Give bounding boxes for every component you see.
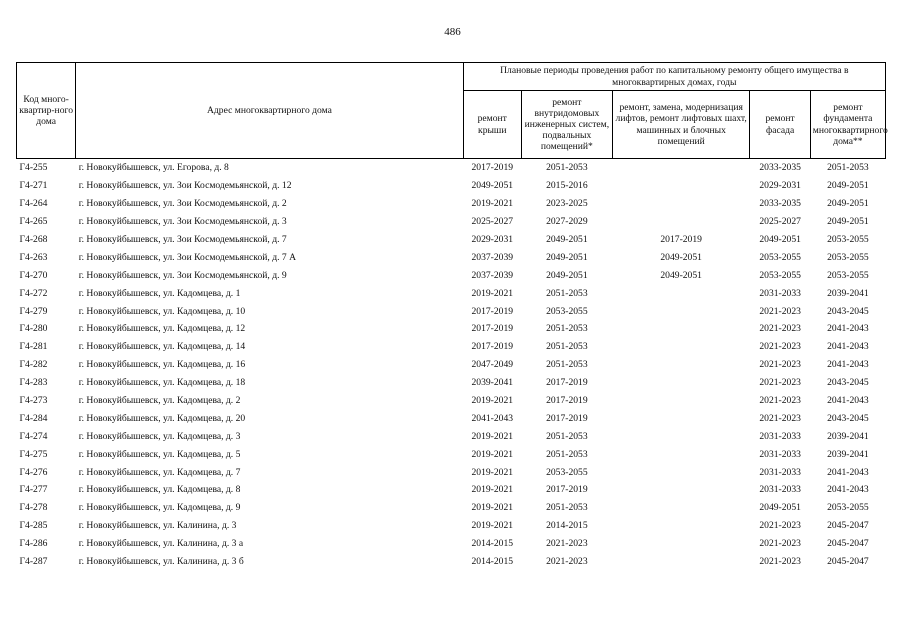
cell-foundation: 2041-2043 <box>827 323 869 335</box>
cell-address: г. Новокуйбышевск, ул. Зои Космодемьянской, д. 12 <box>78 180 292 192</box>
cell-foundation: 2043-2045 <box>827 412 869 424</box>
cell-lifts <box>612 409 750 427</box>
cell-systems: 2051-2053 <box>546 162 588 174</box>
cell-roof: 2017-2019 <box>471 323 514 335</box>
cell-address: г. Новокуйбышевск, ул. Кадомцева, д. 14 <box>78 341 246 353</box>
cell-systems: 2053-2055 <box>546 305 588 317</box>
header-periods: Плановые периоды проведения работ по капитальному ремонту общего имущества в многоквартирных домах, годы <box>463 63 885 91</box>
cell-code: Г4-283 <box>19 377 48 389</box>
cell-facade: 2033-2035 <box>759 162 801 174</box>
cell-systems: 2051-2053 <box>546 430 588 442</box>
cell-address: г. Новокуйбышевск, ул. Кадомцева, д. 3 <box>78 430 241 442</box>
cell-address: г. Новокуйбышевск, ул. Кадомцева, д. 7 <box>78 466 241 478</box>
table-row <box>17 302 886 320</box>
cell-code: Г4-285 <box>19 520 48 532</box>
cell-code: Г4-271 <box>19 180 48 192</box>
cell-address: г. Новокуйбышевск, ул. Кадомцева, д. 20 <box>78 412 246 424</box>
table-row <box>17 356 886 374</box>
header-roof: ремонт крыши <box>463 91 521 159</box>
cell-lifts: 2049-2051 <box>660 269 702 281</box>
cell-lifts <box>612 177 750 195</box>
table-row <box>17 409 886 427</box>
cell-foundation: 2041-2043 <box>827 466 869 478</box>
cell-roof: 2041-2043 <box>471 412 514 424</box>
cell-roof: 2049-2051 <box>471 180 514 192</box>
table-row <box>17 338 886 356</box>
cell-code: Г4-281 <box>19 341 48 353</box>
cell-systems: 2021-2023 <box>546 538 588 550</box>
cell-code: Г4-274 <box>19 430 48 442</box>
cell-roof: 2019-2021 <box>471 502 514 514</box>
cell-address: г. Новокуйбышевск, ул. Кадомцева, д. 1 <box>78 287 241 299</box>
cell-code: Г4-263 <box>19 251 48 263</box>
cell-address: г. Новокуйбышевск, ул. Кадомцева, д. 18 <box>78 377 246 389</box>
cell-systems: 2051-2053 <box>546 341 588 353</box>
table-row <box>17 427 886 445</box>
cell-roof: 2017-2019 <box>471 341 514 353</box>
cell-address: г. Новокуйбышевск, ул. Кадомцева, д. 2 <box>78 395 241 407</box>
repair-schedule-table <box>16 62 886 570</box>
table-row <box>17 231 886 249</box>
cell-facade: 2029-2031 <box>759 180 801 192</box>
cell-address: г. Новокуйбышевск, ул. Калинина, д. 3 б <box>78 556 244 568</box>
cell-lifts <box>612 499 750 517</box>
cell-code: Г4-287 <box>19 556 48 568</box>
cell-code: Г4-277 <box>19 484 48 496</box>
cell-lifts <box>612 445 750 463</box>
cell-systems: 2021-2023 <box>546 556 588 568</box>
cell-systems: 2027-2029 <box>546 216 588 228</box>
cell-foundation: 2053-2055 <box>827 269 869 281</box>
cell-address: г. Новокуйбышевск, ул. Зои Космодемьянской, д. 7 <box>78 234 287 245</box>
table-row <box>17 248 886 266</box>
cell-lifts <box>612 553 750 571</box>
cell-roof: 2019-2021 <box>471 484 514 496</box>
cell-roof: 2014-2015 <box>471 556 514 568</box>
cell-foundation: 2043-2045 <box>827 305 869 317</box>
cell-roof: 2019-2021 <box>471 520 514 532</box>
header-facade: ремонт фасада <box>750 91 810 159</box>
cell-facade: 2031-2033 <box>759 466 801 478</box>
table-row <box>17 284 886 302</box>
cell-systems: 2053-2055 <box>546 466 588 478</box>
cell-code: Г4-286 <box>19 538 48 550</box>
table-row <box>17 213 886 231</box>
cell-foundation: 2041-2043 <box>827 484 869 496</box>
table-row <box>17 499 886 517</box>
cell-code: Г4-275 <box>19 448 48 460</box>
cell-code: Г4-284 <box>19 412 48 424</box>
cell-lifts <box>612 463 750 481</box>
table-row <box>17 320 886 338</box>
cell-address: г. Новокуйбышевск, ул. Кадомцева, д. 16 <box>78 359 246 371</box>
cell-code: Г4-278 <box>19 502 48 514</box>
cell-lifts <box>612 392 750 410</box>
header-lifts: ремонт, замена, модернизация лифтов, ремонт лифтовых шахт, машинных и блочных помещений <box>612 91 750 159</box>
cell-lifts: 2049-2051 <box>660 251 702 263</box>
cell-systems: 2015-2016 <box>546 180 588 192</box>
cell-address: г. Новокуйбышевск, ул. Егорова, д. 8 <box>78 162 229 174</box>
cell-address: г. Новокуйбышевск, ул. Зои Космодемьянской, д. 9 <box>78 269 287 281</box>
cell-systems: 2017-2019 <box>546 377 588 389</box>
cell-lifts: 2017-2019 <box>660 234 702 245</box>
cell-code: Г4-282 <box>19 359 48 371</box>
cell-facade: 2033-2035 <box>759 198 801 210</box>
cell-address: г. Новокуйбышевск, ул. Кадомцева, д. 9 <box>78 502 241 514</box>
cell-systems: 2051-2053 <box>546 323 588 335</box>
cell-facade: 2049-2051 <box>759 234 801 245</box>
cell-facade: 2053-2055 <box>759 251 801 263</box>
table-body <box>17 159 886 571</box>
cell-address: г. Новокуйбышевск, ул. Зои Космодемьянской, д. 7 А <box>78 251 297 263</box>
cell-code: Г4-268 <box>19 234 48 245</box>
cell-facade: 2021-2023 <box>759 538 801 550</box>
cell-facade: 2021-2023 <box>759 377 801 389</box>
cell-roof: 2037-2039 <box>471 269 514 281</box>
cell-code: Г4-265 <box>19 216 48 228</box>
cell-lifts <box>612 535 750 553</box>
cell-facade: 2021-2023 <box>759 412 801 424</box>
cell-lifts <box>612 517 750 535</box>
header-systems: ремонт внутридомовых инженерных систем, подвальных помещений* <box>521 91 612 159</box>
cell-code: Г4-272 <box>19 287 48 299</box>
cell-roof: 2019-2021 <box>471 448 514 460</box>
cell-foundation: 2045-2047 <box>827 556 869 568</box>
cell-facade: 2021-2023 <box>759 323 801 335</box>
cell-facade: 2021-2023 <box>759 341 801 353</box>
cell-foundation: 2045-2047 <box>827 520 869 532</box>
cell-systems: 2051-2053 <box>546 287 588 299</box>
cell-address: г. Новокуйбышевск, ул. Кадомцева, д. 12 <box>78 323 246 335</box>
cell-foundation: 2039-2041 <box>827 448 869 460</box>
cell-address: г. Новокуйбышевск, ул. Кадомцева, д. 10 <box>78 305 246 317</box>
cell-systems: 2051-2053 <box>546 448 588 460</box>
table-row <box>17 445 886 463</box>
table-row <box>17 392 886 410</box>
cell-facade: 2021-2023 <box>759 359 801 371</box>
cell-address: г. Новокуйбышевск, ул. Кадомцева, д. 5 <box>78 448 241 460</box>
cell-roof: 2025-2027 <box>471 216 514 228</box>
cell-facade: 2021-2023 <box>759 395 801 407</box>
cell-foundation: 2039-2041 <box>827 430 869 442</box>
table-row <box>17 517 886 535</box>
table-row <box>17 177 886 195</box>
cell-roof: 2017-2019 <box>471 162 514 174</box>
cell-code: Г4-279 <box>19 305 48 317</box>
table-row <box>17 195 886 213</box>
table-row <box>17 535 886 553</box>
cell-systems: 2017-2019 <box>546 412 588 424</box>
cell-foundation: 2053-2055 <box>827 502 869 514</box>
cell-roof: 2039-2041 <box>471 377 514 389</box>
cell-foundation: 2053-2055 <box>827 251 869 263</box>
cell-code: Г4-255 <box>19 162 48 174</box>
cell-foundation: 2049-2051 <box>827 198 869 210</box>
cell-systems: 2049-2051 <box>546 251 588 263</box>
cell-foundation: 2049-2051 <box>827 180 869 192</box>
cell-code: Г4-264 <box>19 198 48 210</box>
cell-address: г. Новокуйбышевск, ул. Зои Космодемьянской, д. 2 <box>78 198 287 210</box>
cell-lifts <box>612 213 750 231</box>
cell-foundation: 2039-2041 <box>827 287 869 299</box>
table-row <box>17 159 886 177</box>
table-row <box>17 266 886 284</box>
cell-roof: 2019-2021 <box>471 430 514 442</box>
cell-address: г. Новокуйбышевск, ул. Калинина, д. 3 <box>78 520 237 532</box>
cell-address: г. Новокуйбышевск, ул. Калинина, д. 3 а <box>78 538 244 550</box>
table-row <box>17 553 886 571</box>
cell-lifts <box>612 374 750 392</box>
cell-facade: 2049-2051 <box>759 502 801 514</box>
cell-roof: 2047-2049 <box>471 359 514 371</box>
cell-code: Г4-273 <box>19 395 48 407</box>
cell-lifts <box>612 284 750 302</box>
cell-systems: 2017-2019 <box>546 395 588 407</box>
cell-roof: 2037-2039 <box>471 251 514 263</box>
header-code: Код много-квартир-ного дома <box>17 63 76 159</box>
cell-facade: 2031-2033 <box>759 484 801 496</box>
table-row <box>17 481 886 499</box>
cell-systems: 2023-2025 <box>546 198 588 210</box>
cell-foundation: 2041-2043 <box>827 359 869 371</box>
cell-lifts <box>612 302 750 320</box>
cell-facade: 2021-2023 <box>759 305 801 317</box>
cell-lifts <box>612 481 750 499</box>
cell-facade: 2053-2055 <box>759 269 801 281</box>
cell-facade: 2031-2033 <box>759 430 801 442</box>
cell-roof: 2019-2021 <box>471 198 514 210</box>
cell-roof: 2017-2019 <box>471 305 514 317</box>
cell-lifts <box>612 356 750 374</box>
cell-lifts <box>612 159 750 177</box>
cell-foundation: 2041-2043 <box>827 341 869 353</box>
cell-code: Г4-280 <box>19 323 48 335</box>
cell-systems: 2049-2051 <box>546 269 588 281</box>
cell-foundation: 2049-2051 <box>827 216 869 228</box>
cell-roof: 2019-2021 <box>471 287 514 299</box>
cell-code: Г4-270 <box>19 269 48 281</box>
cell-systems: 2051-2053 <box>546 359 588 371</box>
header-address: Адрес многоквартирного дома <box>76 63 463 159</box>
header-foundation: ремонт фундамента многоквартирного дома** <box>810 91 885 159</box>
cell-foundation: 2041-2043 <box>827 395 869 407</box>
cell-roof: 2019-2021 <box>471 466 514 478</box>
cell-systems: 2051-2053 <box>546 502 588 514</box>
cell-facade: 2021-2023 <box>759 520 801 532</box>
cell-roof: 2029-2031 <box>471 234 514 245</box>
cell-roof: 2014-2015 <box>471 538 514 550</box>
cell-foundation: 2053-2055 <box>827 234 869 245</box>
cell-address: г. Новокуйбышевск, ул. Зои Космодемьянской, д. 3 <box>78 216 287 228</box>
cell-lifts <box>612 320 750 338</box>
cell-foundation: 2043-2045 <box>827 377 869 389</box>
cell-roof: 2019-2021 <box>471 395 514 407</box>
table-row <box>17 374 886 392</box>
cell-foundation: 2051-2053 <box>827 162 869 174</box>
cell-lifts <box>612 195 750 213</box>
cell-foundation: 2045-2047 <box>827 538 869 550</box>
cell-facade: 2031-2033 <box>759 448 801 460</box>
cell-systems: 2014-2015 <box>546 520 588 532</box>
cell-lifts <box>612 338 750 356</box>
cell-facade: 2021-2023 <box>759 556 801 568</box>
cell-facade: 2031-2033 <box>759 287 801 299</box>
cell-systems: 2017-2019 <box>546 484 588 496</box>
cell-facade: 2025-2027 <box>759 216 801 228</box>
cell-systems: 2049-2051 <box>546 234 588 245</box>
cell-lifts <box>612 427 750 445</box>
table-row <box>17 463 886 481</box>
page-number: 486 <box>444 26 461 38</box>
cell-address: г. Новокуйбышевск, ул. Кадомцева, д. 8 <box>78 484 241 496</box>
cell-code: Г4-276 <box>19 466 48 478</box>
